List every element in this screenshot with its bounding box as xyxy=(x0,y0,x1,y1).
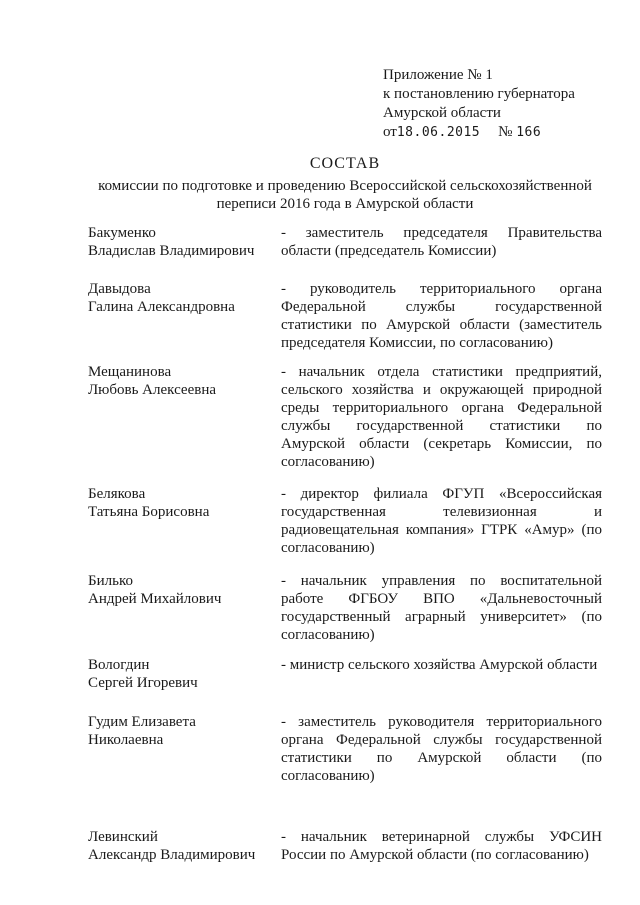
member-name xyxy=(88,363,268,399)
member-given-names: Александр Владимирович xyxy=(88,847,256,863)
member-role: - руководитель территориального органа Федеральной службы государственной статистики по Амурской области (заместитель председателя Комиссии, по согласованию) xyxy=(281,281,602,351)
title-heading: СОСТАВ xyxy=(309,155,381,172)
member-surname: Левинский xyxy=(88,829,158,845)
member-name xyxy=(88,280,268,316)
appendix-reference: к постановлению губернатора xyxy=(383,86,575,102)
document-title xyxy=(80,155,610,213)
member-role: - начальник ветеринарной службы УФСИН России по Амурской области (по согласованию) xyxy=(281,829,602,863)
appendix-region: Амурской области xyxy=(383,105,501,121)
member-given-names: Сергей Игоревич xyxy=(88,675,198,691)
member-name xyxy=(88,572,268,608)
member-surname: Мещанинова xyxy=(88,364,172,380)
member-name xyxy=(88,656,268,692)
member-surname: Билько xyxy=(88,573,133,589)
member-name xyxy=(88,828,268,864)
member-role: - начальник управления по воспитательной работе ФГБОУ ВПО «Дальневосточный государственный аграрный университет» (по согласованию) xyxy=(281,573,602,643)
member-given-names: Владислав Владимирович xyxy=(88,243,255,259)
member-role: - заместитель руководителя территориального органа Федеральной службы государственной статистики по Амурской области (по согласованию) xyxy=(281,714,602,784)
title-line-2: переписи 2016 года в Амурской области xyxy=(216,196,474,212)
member-surname: Гудим Елизавета xyxy=(88,714,196,730)
member-name xyxy=(88,485,268,521)
member-name xyxy=(88,713,268,749)
member-surname: Бакуменко xyxy=(88,225,156,241)
member-role: - директор филиала ФГУП «Всероссийская государственная телевизионная и радиовещательная компания» ГТРК «Амур» (по согласованию) xyxy=(281,486,602,556)
title-line-1: комиссии по подготовке и проведению Всероссийской сельскохозяйственной xyxy=(98,178,592,194)
appendix-date-line xyxy=(383,123,575,142)
member-surname: Вологдин xyxy=(88,657,150,673)
member-surname: Давыдова xyxy=(88,281,151,297)
member-given-names: Любовь Алексеевна xyxy=(88,382,216,398)
date-prefix: от xyxy=(383,124,397,140)
member-surname: Белякова xyxy=(88,486,146,502)
member-role: - заместитель председателя Правительства области (председатель Комиссии) xyxy=(281,225,602,259)
member-given-names: Галина Александровна xyxy=(88,299,235,315)
member-role: - министр сельского хозяйства Амурской области xyxy=(281,657,598,673)
member-given-names: Татьяна Борисовна xyxy=(88,504,210,520)
member-given-names: Николаевна xyxy=(88,732,164,748)
member-given-names: Андрей Михайлович xyxy=(88,591,222,607)
number-prefix: № xyxy=(498,124,513,140)
appendix-block xyxy=(383,66,575,142)
decree-number: 166 xyxy=(516,125,542,140)
member-role: - начальник отдела статистики предприятий, сельского хозяйства и окружающей природной среды территориального органа Федеральной службы государственной статистики по Амурской области (секретарь Комиссии, по согласованию) xyxy=(281,364,602,470)
member-name xyxy=(88,224,268,260)
decree-date: 18.06.2015 xyxy=(396,125,481,140)
appendix-title: Приложение № 1 xyxy=(383,67,493,83)
